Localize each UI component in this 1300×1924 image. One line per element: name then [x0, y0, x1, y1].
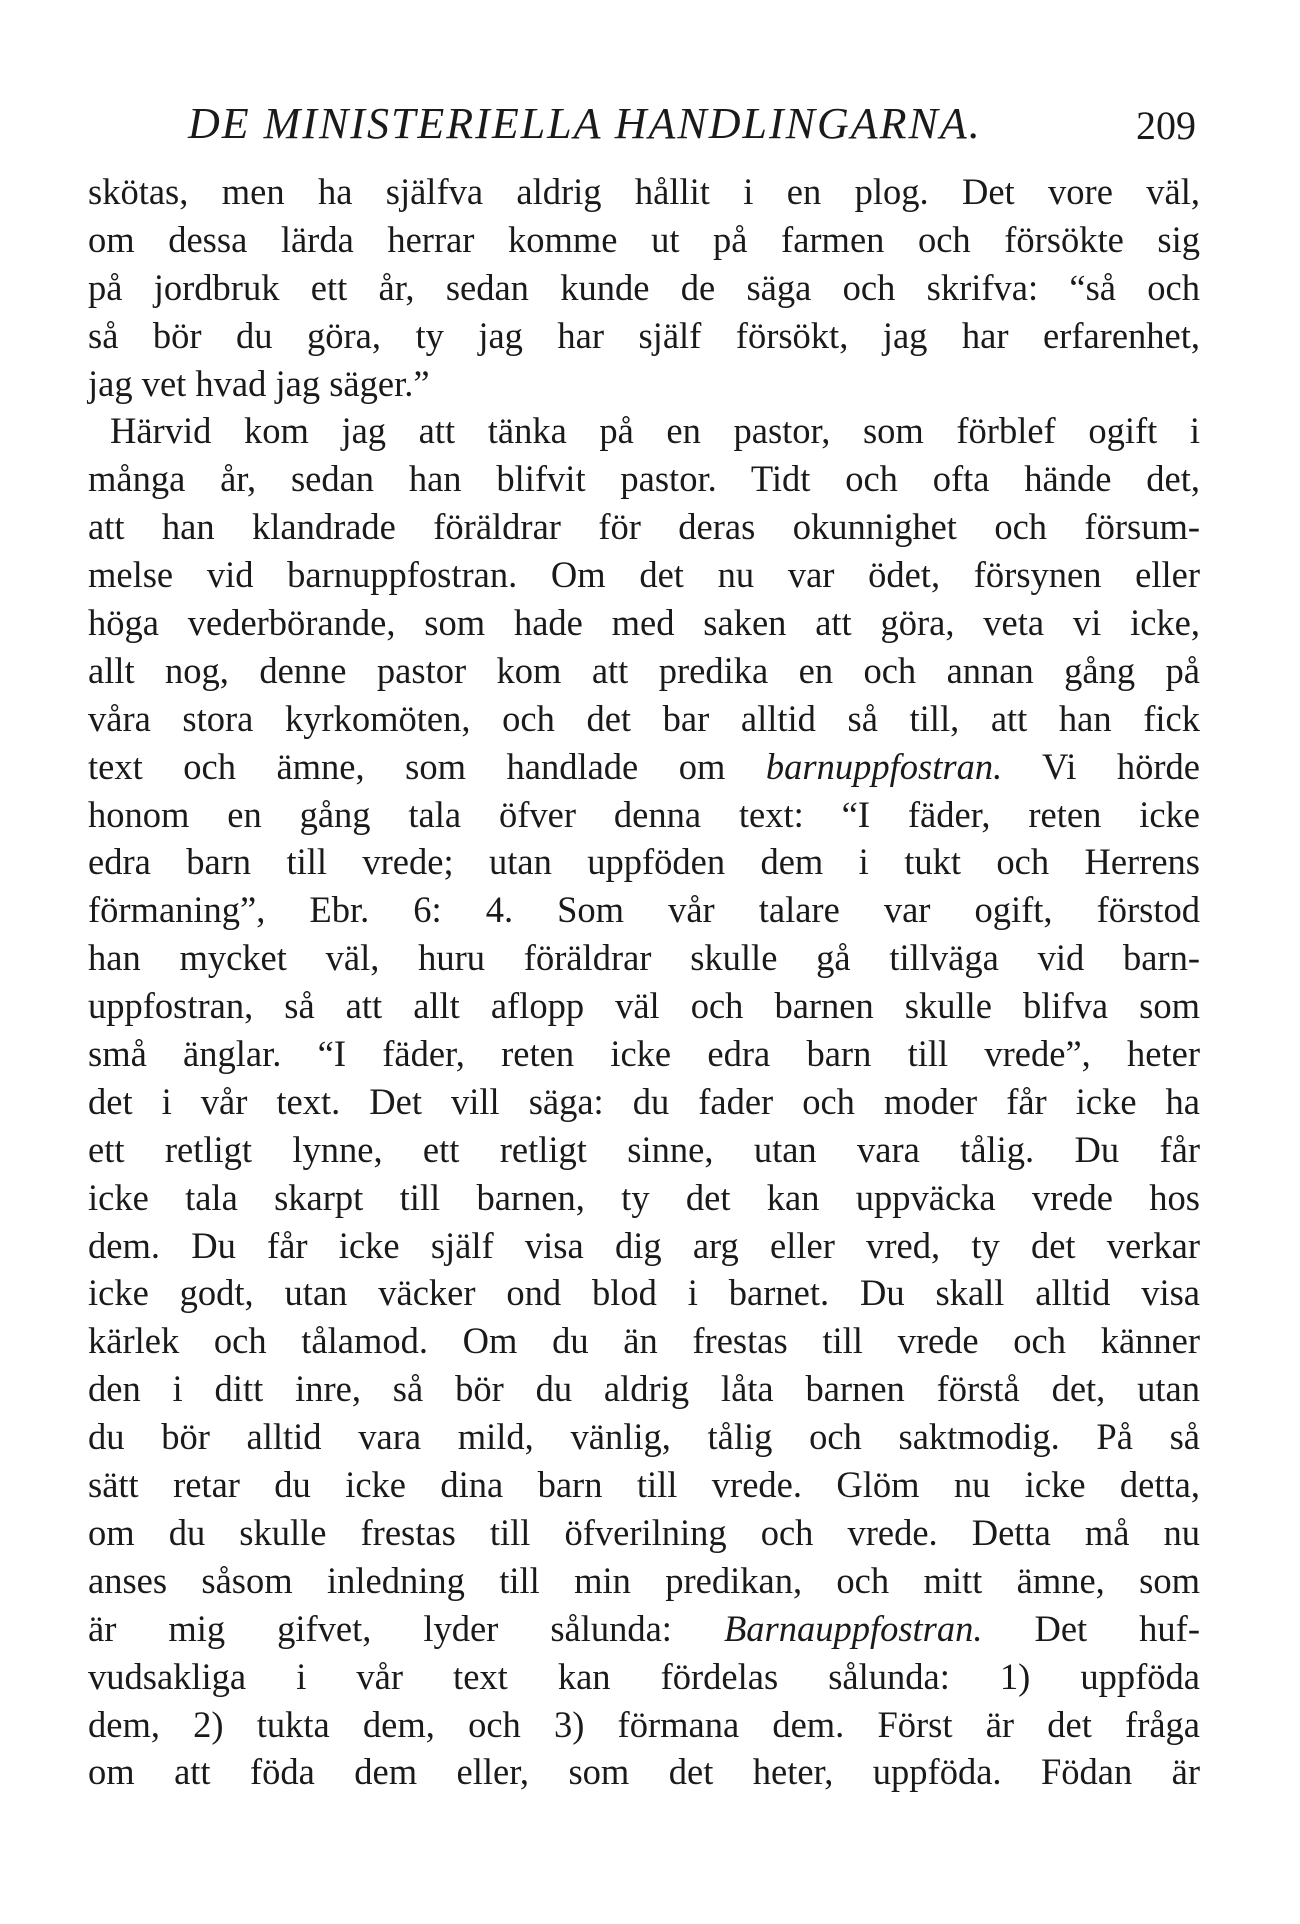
running-title: DE MINISTERIELLA HANDLINGARNA. [188, 99, 982, 148]
text-line: skötas, men ha själfva aldrig hållit i en plog. Det vore väl, [88, 171, 1200, 212]
text-line: allt nog, denne pastor kom att predika en och annan gång på [88, 649, 1200, 691]
text-line: att han klandrade föräldrar för deras okunnighet och försum- [88, 506, 1200, 548]
text-line: uppfostran, så att allt aflopp väl och barnen skulle blifva som [88, 985, 1200, 1027]
text-line: många år, sedan han blifvit pastor. Tidt och ofta hände det, [88, 458, 1200, 500]
book-page [88, 88, 1200, 1796]
text-line: anses såsom inledning till min predikan, och mitt ämne, som [88, 1559, 1200, 1601]
text-line: höga vederbörande, som hade med saken att göra, veta vi icke, [88, 602, 1200, 644]
text-line: är mig gifvet, lyder sålunda: Barnauppfostran. Det huf- [88, 1607, 1200, 1649]
text-line: jag vet hvad jag säger.” [88, 362, 430, 404]
text-line: kärlek och tålamod. Om du än frestas till vrede och känner [88, 1320, 1200, 1362]
text-line: det i vår text. Det vill säga: du fader och moder får icke ha [88, 1080, 1200, 1122]
text-line: icke tala skarpt till barnen, ty det kan uppväcka vrede hos [88, 1176, 1200, 1218]
text-line: Härvid kom jag att tänka på en pastor, som förblef ogift i [110, 410, 1200, 452]
text-line: dem, 2) tukta dem, och 3) förmana dem. Först är det fråga [88, 1703, 1200, 1745]
emphasis: barnuppfostran. [765, 745, 1003, 787]
text-line: om att föda dem eller, som det heter, uppföda. Födan är [88, 1751, 1200, 1793]
text-line: om dessa lärda herrar komme ut på farmen och försökte sig [88, 218, 1200, 260]
text-line: sätt retar du icke dina barn till vrede. Glöm nu icke detta, [88, 1464, 1200, 1506]
text-line: han mycket väl, huru föräldrar skulle gå tillväga vid barn- [88, 937, 1200, 979]
text-line: melse vid barnuppfostran. Om det nu var ödet, försynen eller [88, 554, 1200, 596]
page-number: 209 [1136, 103, 1196, 148]
text-line: vudsakliga i vår text kan fördelas sålunda: 1) uppföda [88, 1655, 1200, 1697]
body-text [88, 168, 1200, 1796]
page-header [88, 88, 1200, 152]
text-line: dem. Du får icke själf visa dig arg eller vred, ty det verkar [88, 1224, 1200, 1266]
text-line: på jordbruk ett år, sedan kunde de säga och skrifva: “så och [88, 266, 1200, 308]
text-line: ett retligt lynne, ett retligt sinne, utan vara tålig. Du får [88, 1128, 1200, 1170]
text-line: honom en gång tala öfver denna text: “I fäder, reten icke [88, 793, 1200, 835]
text-line: den i ditt inre, så bör du aldrig låta barnen förstå det, utan [88, 1368, 1200, 1410]
emphasis: Barnauppfostran. [723, 1607, 983, 1649]
text-line: om du skulle frestas till öfverilning och vrede. Detta må nu [88, 1511, 1200, 1553]
text-line: edra barn till vrede; utan uppföden dem i tukt och Herrens [88, 841, 1200, 883]
text-line: våra stora kyrkomöten, och det bar alltid så till, att han fick [88, 697, 1200, 739]
text-line: text och ämne, som handlade om barnuppfostran. Vi hörde [88, 745, 1200, 787]
text-line: du bör alltid vara mild, vänlig, tålig och saktmodig. På så [88, 1416, 1200, 1458]
text-line: så bör du göra, ty jag har själf försökt, jag har erfarenhet, [88, 314, 1200, 356]
text-line: icke godt, utan väcker ond blod i barnet. Du skall alltid visa [88, 1272, 1200, 1314]
text-line: små änglar. “I fäder, reten icke edra barn till vrede”, heter [88, 1033, 1200, 1075]
text-line: förmaning”, Ebr. 6: 4. Som vår talare var ogift, förstod [88, 889, 1200, 931]
